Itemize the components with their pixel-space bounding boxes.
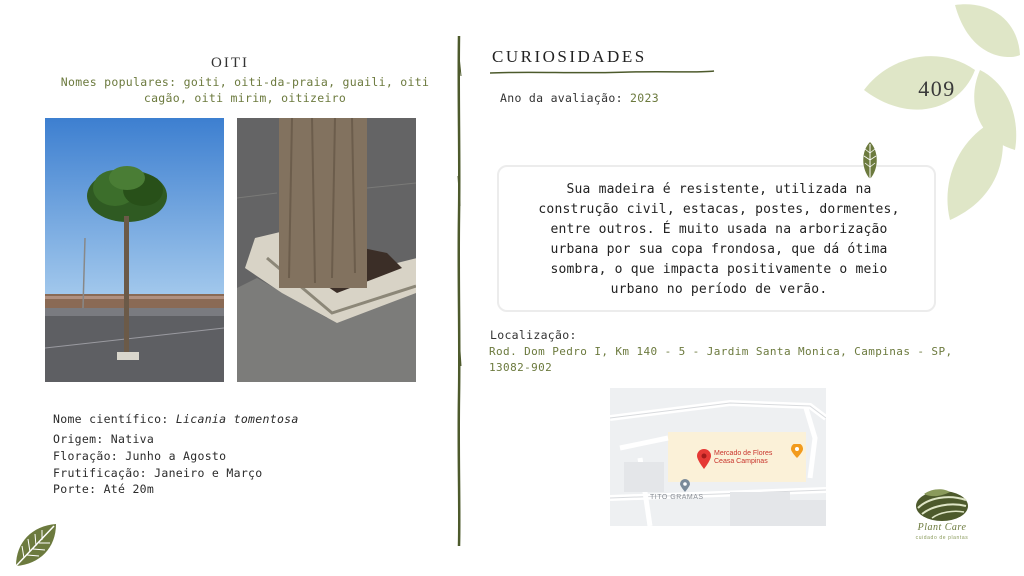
location-label: Localização: <box>490 328 577 342</box>
location-address[interactable]: Rod. Dom Pedro I, Km 140 - 5 - Jardim Santa Monica, Campinas - SP, 13082-902 <box>489 345 953 374</box>
curiosity-text: Sua madeira é resistente, utilizada na construção civil, estacas, postes, dormentes, entre outros. É muito usada na arborização urbana por sua copa frondosa, que dá ótima sombra, o que impacta positivamente o meio urbano no período de verão. <box>538 182 900 297</box>
small-leaf-icon <box>860 141 880 181</box>
brand-tagline: cuidado de plantas <box>915 535 969 541</box>
tree-photo <box>45 118 224 382</box>
brand-name: Plant Care <box>917 522 967 533</box>
size: Porte: Até 20m <box>53 482 155 496</box>
curiosities-title: CURIOSIDADES <box>492 47 647 66</box>
scientific-name <box>53 412 299 426</box>
trunk-photo <box>237 118 416 382</box>
plant-title: OITI <box>211 55 249 71</box>
vertical-divider <box>452 36 466 546</box>
fruiting: Frutificação: Janeiro e Março <box>53 466 263 480</box>
map-transit-icon <box>680 479 690 492</box>
map-poi-icon <box>791 444 803 458</box>
map-place-line2: Ceasa Campinas <box>714 458 768 465</box>
page-number: 409 <box>918 76 956 101</box>
flowering: Floração: Junho a Agosto <box>53 449 227 463</box>
plant-care-logo-icon <box>914 486 970 522</box>
map-place-line1: Mercado de Flores <box>714 450 773 457</box>
origin: Origem: Nativa <box>53 432 155 446</box>
map-place-label <box>714 450 772 466</box>
scientific-value: Licania tomentosa <box>175 412 299 426</box>
popular-names: Nomes populares: goiti, oiti-da-praia, guaili, oiti cagão, oiti mirim, oitizeiro <box>60 75 430 105</box>
map-road-label: TITO GRAMAS <box>650 494 704 501</box>
leaf-icon <box>12 522 60 568</box>
scientific-label: Nome científico: <box>53 412 169 426</box>
map-pin-icon[interactable] <box>697 449 711 469</box>
title-underline <box>490 67 716 77</box>
evaluation-year-label: Ano da avaliação: <box>500 91 623 105</box>
location-map[interactable] <box>610 388 826 526</box>
evaluation-year-value: 2023 <box>630 91 659 105</box>
evaluation-year <box>500 91 659 105</box>
